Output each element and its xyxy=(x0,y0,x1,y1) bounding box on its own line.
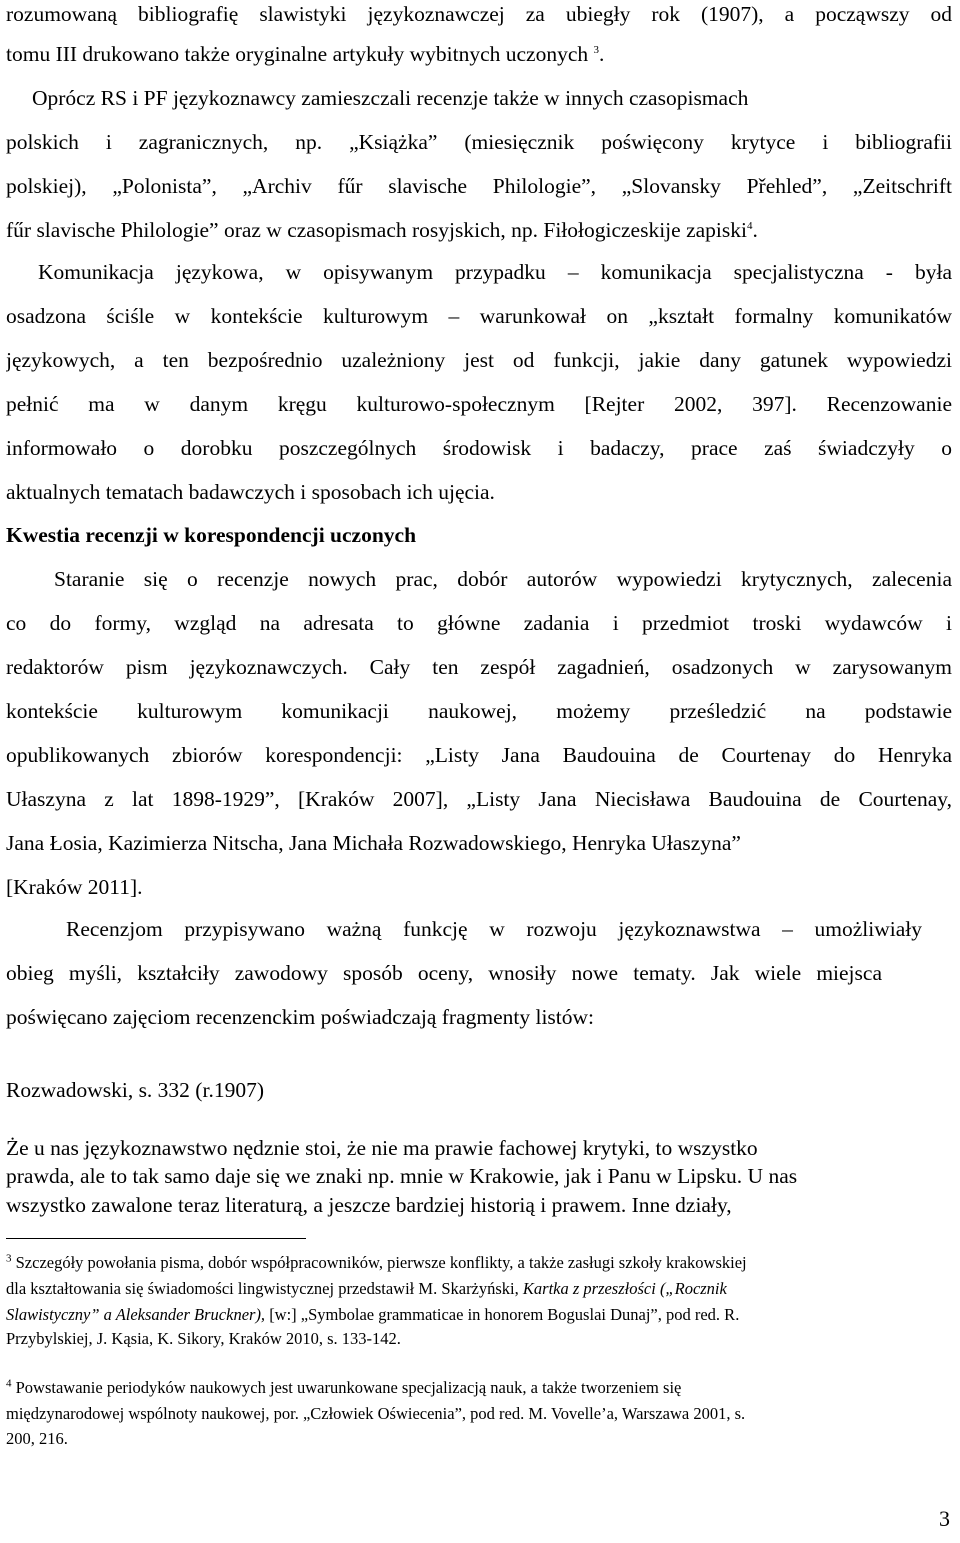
footnote-italic-title: Kartka z przeszłości („Rocznik xyxy=(522,1279,727,1298)
document-page xyxy=(6,0,956,1543)
footnote-separator xyxy=(6,1238,306,1239)
footnote-reference: 4 xyxy=(746,219,753,232)
body-line-tail: . xyxy=(752,218,758,242)
body-line: polskich i zagranicznych, np. „Książka” (miesięcznik poświęcony krytyce i bibliografii xyxy=(6,130,952,154)
letter-source: Rozwadowski, s. 332 (r.1907) xyxy=(6,1078,264,1102)
body-line-text: tomu III drukowano także oryginalne artykuły wybitnych uczonych xyxy=(6,42,589,66)
letter-line: Że u nas językoznawstwo nędznie stoi, że nie ma prawie fachowej krytyki, to wszystko xyxy=(6,1136,758,1160)
body-line: Oprócz RS i PF językoznawcy zamieszczali recenzje także w innych czasopismach xyxy=(32,86,749,110)
footnote-marker: 4 xyxy=(6,1377,12,1390)
footnote-text: dla kształtowania się świadomości lingwistycznej przedstawił M. Skarżyński, xyxy=(6,1279,523,1298)
footnote-4-line: międzynarodowej wspólnoty naukowej, por. „Człowiek Oświecenia”, pod red. M. Vovelle’a, Warszawa 2001, s. xyxy=(6,1404,746,1423)
section-line: Jana Łosia, Kazimierza Nitscha, Jana Michała Rozwadowskiego, Henryka Ułaszyna” xyxy=(6,831,741,855)
footnote-4-line xyxy=(6,1377,681,1399)
section-line: redaktorów pism językoznawczych. Cały ten zespół zagadnień, osadzonych w zarysowanym xyxy=(6,655,952,679)
footnote-text: [w:] „Symbolae grammaticae in honorem Boguslai Dunaj”, pod red. R. xyxy=(265,1305,740,1324)
footnote-italic-title: Slawistyczny” a Aleksander Bruckner), xyxy=(6,1305,266,1324)
body-line xyxy=(6,216,758,244)
body-line-tail: . xyxy=(599,42,605,66)
section-line: opublikowanych zbiorów korespondencji: „Listy Jana Baudouina de Courtenay do Henryka xyxy=(6,743,952,767)
body-line: językowych, a ten bezpośrednio uzależniony jest od funkcji, jakie dany gatunek wypowiedzi xyxy=(6,348,952,372)
body-line: osadzona ściśle w kontekście kulturowym – warunkował on „kształt formalny komunikatów xyxy=(6,304,952,328)
body-line: aktualnych tematach badawczych i sposobach ich ujęcia. xyxy=(6,480,495,504)
footnote-3-line xyxy=(6,1304,739,1326)
section-heading: Kwestia recenzji w korespondencji uczonych xyxy=(6,523,417,547)
footnote-text: Powstawanie periodyków naukowych jest uwarunkowane specjalizacją nauk, a także tworzeniem się xyxy=(15,1378,682,1397)
body-line: Komunikacja językowa, w opisywanym przypadku – komunikacja specjalistyczna - była xyxy=(38,260,952,284)
body-line xyxy=(6,40,604,68)
body-line: informowało o dorobku poszczególnych środowisk i badaczy, prace zaś świadczyły o xyxy=(6,436,952,460)
body-line: pełnić ma w danym kręgu kulturowo-społecznym [Rejter 2002, 397]. Recenzowanie xyxy=(6,392,952,416)
footnote-4-line: 200, 216. xyxy=(6,1429,68,1448)
footnote-3-line xyxy=(6,1252,747,1274)
section-line: [Kraków 2011]. xyxy=(6,875,143,899)
footnote-text: Szczegóły powołania pisma, dobór współpracowników, pierwsze konflikty, a także zasługi szkoły krakowskiej xyxy=(15,1253,747,1272)
letter-line: prawda, ale to tak samo daje się we znaki np. mnie w Krakowie, jak i Panu w Lipsku. U nas xyxy=(6,1164,798,1188)
section2-line: obieg myśli, kształciły zawodowy sposób oceny, wnosiły nowe tematy. Jak wiele miejsca xyxy=(6,961,882,985)
page-number: 3 xyxy=(939,1506,950,1531)
section2-line: Recenzjom przypisywano ważną funkcję w rozwoju językoznawstwa – umożliwiały xyxy=(66,917,922,941)
footnote-3-line xyxy=(6,1278,727,1300)
section-line: Ułaszyna z lat 1898-1929”, [Kraków 2007], „Listy Jana Niecisława Baudouina de Courtenay, xyxy=(6,787,952,811)
body-line: rozumowaną bibliografię slawistyki językoznawczej za ubiegły rok (1907), a począwszy od xyxy=(6,2,952,26)
footnote-3-line: Przybylskiej, J. Kąsia, K. Sikory, Kraków 2010, s. 133-142. xyxy=(6,1329,401,1348)
body-line-text: fűr slavische Philologie” oraz w czasopismach rosyjskich, np. Fiłołogiczeskije zapiski xyxy=(6,218,747,242)
section-line: kontekście kulturowym komunikacji naukowej, możemy prześledzić na podstawie xyxy=(6,699,952,723)
section-line: Staranie się o recenzje nowych prac, dobór autorów wypowiedzi krytycznych, zalecenia xyxy=(54,567,952,591)
footnote-reference: 3 xyxy=(593,43,599,56)
section2-line: poświęcano zajęciom recenzenckim poświadczają fragmenty listów: xyxy=(6,1005,595,1029)
body-line: polskiej), „Polonista”, „Archiv fűr slavische Philologie”, „Slovansky Přehled”, „Zeitschrift xyxy=(6,174,952,198)
footnote-marker: 3 xyxy=(6,1252,12,1265)
letter-line: wszystko zawalone teraz literaturą, a jeszcze bardziej historią i prawem. Inne działy, xyxy=(6,1193,732,1217)
section-line: co do formy, wzgląd na adresata to główne zadania i przedmiot troski wydawców i xyxy=(6,611,952,635)
